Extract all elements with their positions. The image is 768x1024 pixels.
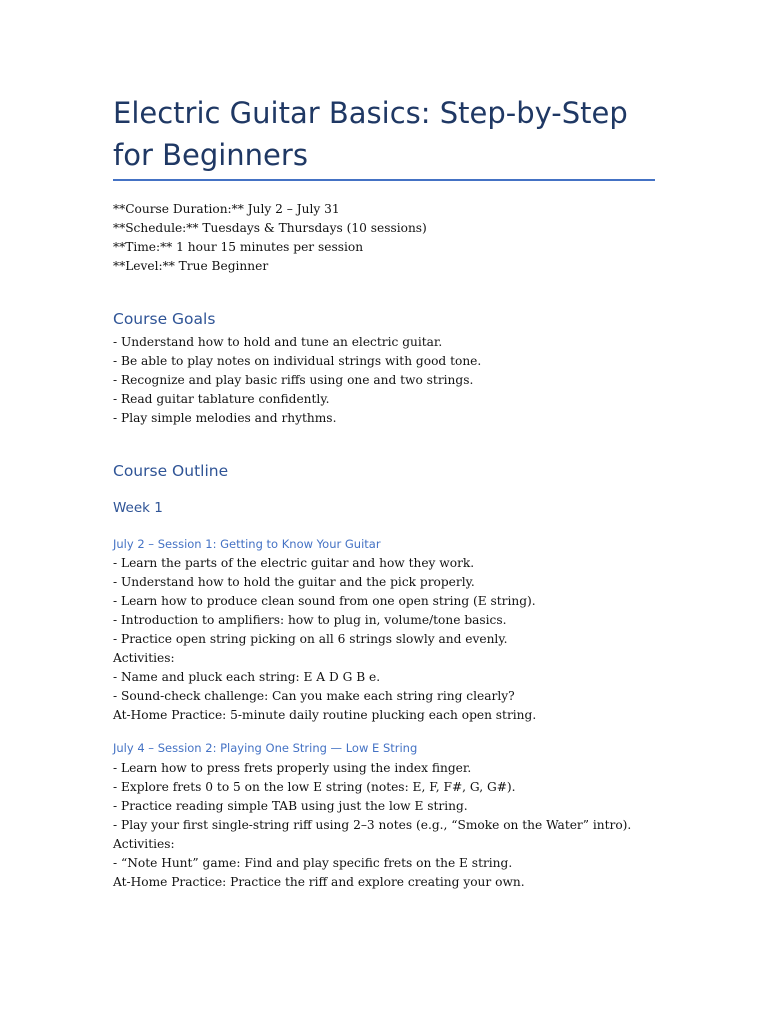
session-1-list <box>113 554 673 725</box>
course-outline-heading: Course Outline <box>113 462 229 480</box>
activities-label: Activities: <box>113 837 175 851</box>
session-2-line: - Explore frets 0 to 5 on the low E string (notes: E, F, F#, G, G#). <box>113 780 516 794</box>
at-home-practice-line: At-Home Practice: Practice the riff and explore creating your own. <box>113 875 525 889</box>
session-1-heading: July 2 – Session 1: Getting to Know Your Guitar <box>113 537 381 551</box>
week-1-heading: Week 1 <box>113 500 163 516</box>
course-time-line: **Time:** 1 hour 15 minutes per session <box>113 240 364 254</box>
course-schedule-line: **Schedule:** Tuesdays & Thursdays (10 sessions) <box>113 221 427 235</box>
activity-item: - Name and pluck each string: E A D G B e. <box>113 670 381 684</box>
activity-item: - Sound-check challenge: Can you make each string ring clearly? <box>113 689 515 703</box>
session-2-heading: July 4 – Session 2: Playing One String — Low E String <box>113 741 418 755</box>
goal-item: - Be able to play notes on individual strings with good tone. <box>113 354 482 368</box>
title-underline <box>113 179 655 181</box>
document-title: Electric Guitar Basics: Step-by-Step for Beginners <box>113 96 628 172</box>
course-goals-list <box>113 333 673 428</box>
goal-item: - Recognize and play basic riffs using one and two strings. <box>113 373 474 387</box>
goal-item: - Play simple melodies and rhythms. <box>113 411 337 425</box>
session-1-line: - Learn the parts of the electric guitar and how they work. <box>113 556 475 570</box>
course-level-line: **Level:** True Beginner <box>113 259 269 273</box>
at-home-practice-line: At-Home Practice: 5-minute daily routine plucking each open string. <box>113 708 537 722</box>
session-1-line: - Learn how to produce clean sound from one open string (E string). <box>113 594 536 608</box>
course-info-block <box>113 200 673 276</box>
session-1-line: - Practice open string picking on all 6 strings slowly and evenly. <box>113 632 508 646</box>
goal-item: - Understand how to hold and tune an electric guitar. <box>113 335 443 349</box>
session-2-list <box>113 759 673 892</box>
course-duration-line: **Course Duration:** July 2 – July 31 <box>113 202 340 216</box>
goal-item: - Read guitar tablature confidently. <box>113 392 330 406</box>
activity-item: - “Note Hunt” game: Find and play specific frets on the E string. <box>113 856 513 870</box>
session-2-line: - Practice reading simple TAB using just the low E string. <box>113 799 468 813</box>
course-goals-heading: Course Goals <box>113 310 216 328</box>
activities-label: Activities: <box>113 651 175 665</box>
session-1-line: - Understand how to hold the guitar and the pick properly. <box>113 575 475 589</box>
session-2-line: - Play your first single-string riff using 2–3 notes (e.g., “Smoke on the Water” intro). <box>113 818 632 832</box>
session-2-line: - Learn how to press frets properly using the index finger. <box>113 761 472 775</box>
session-1-line: - Introduction to amplifiers: how to plug in, volume/tone basics. <box>113 613 507 627</box>
